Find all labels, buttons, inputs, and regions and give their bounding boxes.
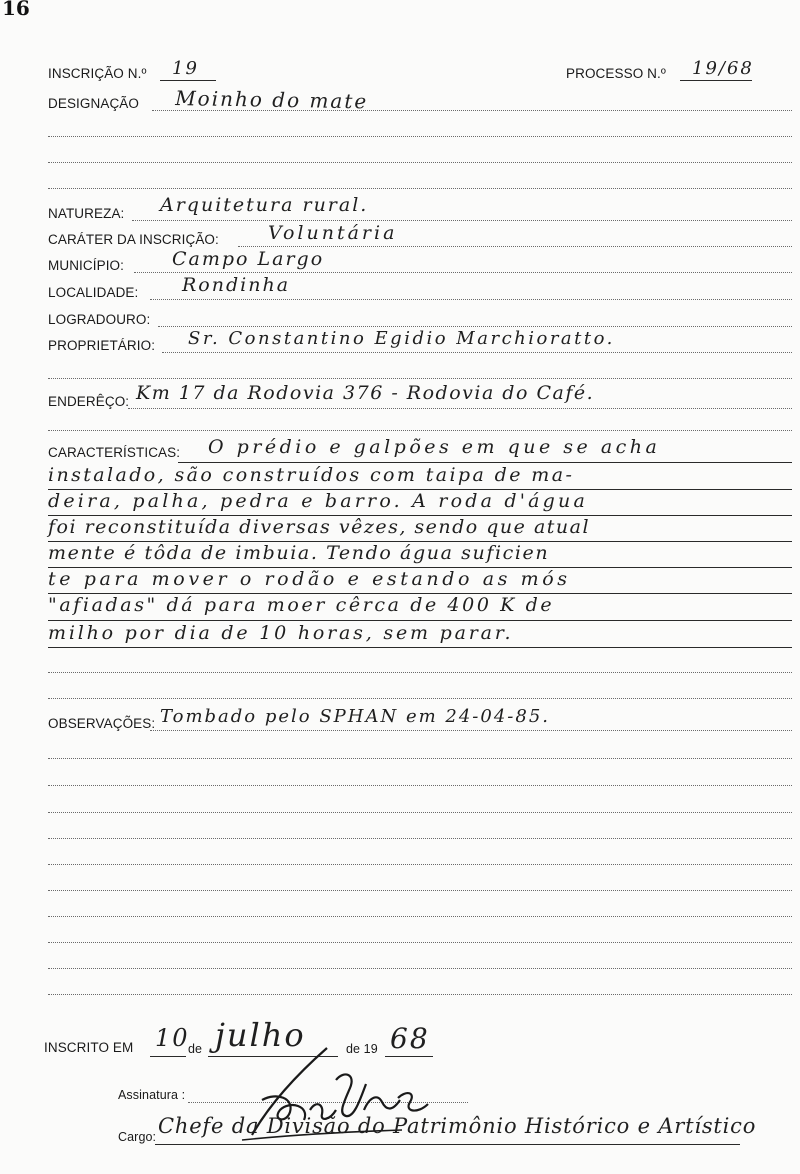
caracteristicas-underline-5 [48,567,792,568]
municipio-label: MUNICÍPIO: [48,258,125,273]
inscricao-underline [160,80,216,81]
carater-line [238,246,792,247]
observacoes-line-3 [48,785,792,786]
observacoes-line-9 [48,942,792,943]
caracteristicas-underline-4 [48,541,792,542]
inscrito-day: 10 [155,1024,190,1052]
endereco-label: ENDERÊÇO: [48,394,130,409]
observacoes-line-4 [48,812,792,813]
caracteristicas-label: CARACTERÍSTICAS: [48,445,181,460]
designacao-line-3 [48,162,792,163]
designacao-line-2 [48,136,792,137]
caracteristicas-line-empty-2 [48,698,792,699]
observacoes-value: Tombado pelo SPHAN em 24-04-85. [160,706,550,727]
observacoes-line [150,730,792,731]
caracteristicas-line: deira, palha, pedra e barro. A roda d'água [48,490,588,512]
designacao-line-4 [48,188,792,189]
localidade-value: Rondinha [182,274,291,296]
inscrito-year: 68 [390,1022,430,1055]
caracteristicas-line: O prédio e galpões em que se acha [208,436,661,458]
natureza-label: NATUREZA: [48,206,125,221]
inscrito-day-underline [150,1056,186,1057]
endereco-line-2 [48,430,792,431]
caracteristicas-line: te para mover o rodão e estando as mós [48,568,571,590]
observacoes-label: OBSERVAÇÕES: [48,716,156,731]
processo-label: PROCESSO N.º [566,66,666,81]
caracteristicas-line-empty-1 [48,672,792,673]
localidade-label: LOCALIDADE: [48,285,139,300]
caracteristicas-underline-8 [48,647,792,648]
inscricao-label: INSCRIÇÃO N.º [48,66,147,81]
proprietario-line-2 [48,378,792,379]
observacoes-line-7 [48,890,792,891]
logradouro-line [158,326,792,327]
inscrito-month: julho [215,1016,306,1054]
carater-label: CARÁTER DA INSCRIÇÃO: [48,232,219,247]
observacoes-line-6 [48,864,792,865]
caracteristicas-line: foi reconstituída diversas vêzes, sendo que atual [48,516,591,538]
proprietario-line [162,352,792,353]
caracteristicas-underline-3 [48,515,792,516]
endereco-value: Km 17 da Rodovia 376 - Rodovia do Café. [136,382,595,404]
designacao-label: DESIGNAÇÃO [48,96,140,111]
caracteristicas-underline-7 [48,620,792,621]
localidade-line [150,299,792,300]
caracteristicas-line: instalado, são construídos com taipa de ma- [48,464,575,486]
inscrito-de-2: de 19 [346,1042,378,1056]
proprietario-label: PROPRIETÁRIO: [48,338,156,353]
municipio-line [134,272,792,273]
natureza-line [132,220,792,221]
observacoes-line-10 [48,968,792,969]
cargo-value: Chefe da Divisão do Patrimônio Histórico e Artístico [158,1114,757,1138]
inscrito-label: INSCRITO EM [44,1040,134,1055]
observacoes-line-2 [48,758,792,759]
caracteristicas-underline-6 [48,593,792,594]
page-number: 16 [2,0,30,20]
caracteristicas-line: "afiadas" dá para moer cêrca de 400 K de [48,594,555,616]
natureza-value: Arquitetura rural. [160,194,369,216]
assinatura-label: Assinatura : [118,1088,186,1102]
carater-value: Voluntária [268,222,398,244]
observacoes-line-8 [48,916,792,917]
logradouro-label: LOGRADOURO: [48,312,151,327]
caracteristicas-underline-1 [178,462,792,463]
processo-value: 19/68 [692,58,754,79]
inscricao-value: 19 [172,58,199,79]
designacao-value: Moinho do mate [175,86,369,114]
observacoes-line-11 [48,994,792,995]
municipio-value: Campo Largo [172,248,325,270]
cargo-underline [155,1144,740,1145]
caracteristicas-line: mente é tôda de imbuia. Tendo água suficien [48,542,550,564]
designacao-line [152,110,792,111]
inscrito-de-1: de [188,1042,203,1056]
cargo-label: Cargo: [118,1130,157,1144]
caracteristicas-underline-2 [48,489,792,490]
processo-underline [680,80,752,81]
observacoes-line-5 [48,838,792,839]
endereco-line [128,408,792,409]
caracteristicas-line: milho por dia de 10 horas, sem parar. [48,622,514,644]
proprietario-value: Sr. Constantino Egidio Marchioratto. [188,328,615,349]
